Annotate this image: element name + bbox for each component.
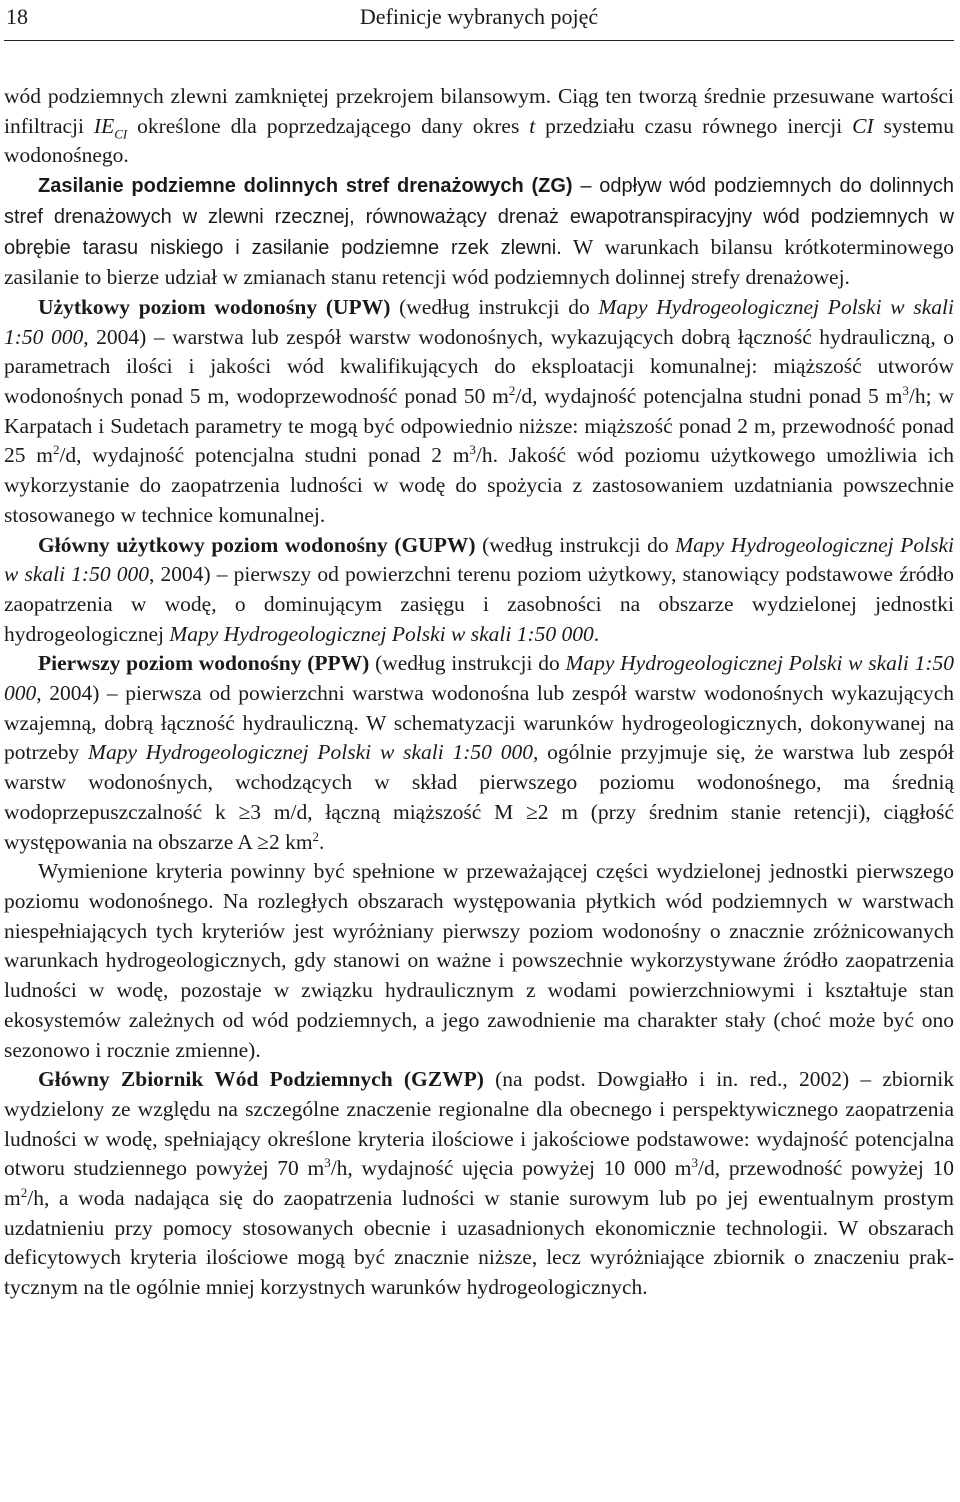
text-run: . xyxy=(593,621,600,646)
term-gupw: Główny użytkowy poziom wodonośny (GUPW) xyxy=(38,532,476,557)
text-run: /h; w Karpatach i Sudetach parametry te mogą być odpowiednio niższe: miąższość ponad 2 m, przewodność ponad 25 m xyxy=(4,384,954,468)
map-reference: Mapy Hydrogeologicznej Polski w skali 1:50 000 xyxy=(4,532,954,587)
variable-ie: IE xyxy=(93,113,115,138)
text-run: przedziału czasu równego inercji xyxy=(535,113,853,138)
superscript: 3 xyxy=(691,1155,699,1171)
superscript: 2 xyxy=(508,382,516,398)
text-run: , 2004) – warstwa lub zespół warstw wodonośnych, wykazujących dobrą łączność hydrauliczną, o parametrach ilości i jakości wód kwalifikujących do eksploatacji komunalnej: miąższość utworów wodonośnych ponad 5 m, wodoprzewodność ponad 50 m xyxy=(4,324,954,409)
text-run: /d, wydajność potencjalna studni ponad 5 m xyxy=(515,384,903,409)
superscript: 2 xyxy=(20,1184,28,1200)
superscript: 3 xyxy=(469,442,476,458)
running-title: Definicje wybranych pojęć xyxy=(359,4,599,29)
text-run: (według instrukcji do xyxy=(390,294,599,319)
text-run: /d, wydajność potencjalna studni ponad 2 m xyxy=(59,443,470,468)
term-upw: Użytkowy poziom wodonośny (UPW) xyxy=(38,294,391,319)
variable-t: t xyxy=(529,113,536,138)
map-reference: Mapy Hydrogeologicznej Polski w skali 1:50 000 xyxy=(88,740,533,765)
text-run: /d, przewodność powyżej 10 m xyxy=(4,1156,954,1211)
text-run: (na podst. Dowgiałło i in. red., 2002) – zbiornik wydzielony ze względu na szczególne znaczenie regionalne dla obecnego i perspektywicznego zaopatrzenia ludności w wodę, spełniający określone kryteria ilościowe i jakościowe podstawowe: wydajność potencjalna otworu studziennego powyżej 70 m xyxy=(4,1067,954,1181)
term-ppw: Pierwszy poziom wodonośny (PPW) xyxy=(38,651,370,676)
text-run: wód podziemnych zlewni zamkniętej przekrojem bilansowym. Ciąg ten tworzą średnie przesuwane wartości infiltracji xyxy=(4,84,954,138)
map-reference: Mapy Hydrogeologicznej Polski w skali 1:50 000 xyxy=(169,621,594,646)
term-zg: Zasilanie podziemne dolinnych stref drenażowych (ZG) xyxy=(38,175,573,198)
text-run: Wymienione kryteria powinny być spełnione w przeważającej części wydzielonej jednostki pierwszego poziomu wodonośnego. Na rozległych obszarach występowania płytkich wód podziemnych w warstwach niespełniających tych kryteriów jest wyróżniany pierwszy poziom wodonośny o znacznie zróżnicowanych warunkach hydrogeologicznych, gdy stanowi on ważne i powszechnie wykorzystywane źródło zaopatrzenia ludności w wodę, pozostaje w związku hydraulicznym z wodami powierzchniowymi i kształtuje stan ekosystemów zależnych od wód podziemnych, a jego zawodnienie ma charakter stały (choć może być ono sezonowo i rocznie zmienne). xyxy=(4,859,954,1062)
page-number: 18 xyxy=(6,4,28,29)
term-gzwp: Główny Zbiornik Wód Podziemnych (GZWP) xyxy=(38,1067,484,1092)
text-run: (według instrukcji do xyxy=(475,532,676,557)
text-run: , ogólnie przyjmuje się, że warstwa lub zespół warstw wodonośnych, wchodzących w skład pierwszego poziomu wodonośnego, ma średnią wodoprzepuszczalność k ≥3 m/d, łączną miąższość M ≥2 m (przy średnim stanie retencji), ciągłość występowania na obszarze A ≥2 km xyxy=(4,740,955,854)
text-run: (według instrukcji do xyxy=(369,651,566,676)
paragraph-criteria xyxy=(4,857,954,1065)
text-run: W warunkach bilansu krótkoterminowego zasilanie to bierze udział w zmianach stanu retencji wód podziemnych dolinnej strefy drenażowej. xyxy=(4,234,955,290)
variable-ci: CI xyxy=(852,113,874,138)
paragraph-ppw xyxy=(4,649,954,857)
subscript-ci: CI xyxy=(114,126,128,141)
superscript: 3 xyxy=(324,1155,331,1171)
paragraph-continuation xyxy=(4,82,954,171)
text-run: , 2004) – pierwsza od powierzchni warstwa wodonośna lub zespół warstw wodonośnych wykazujących wzajemną, dobrą łączność hydrauliczną. W schematyzacji warunków hydrogeologicznych, dokonywanej na potrzeby xyxy=(4,681,954,765)
text-run: /h, wydajność ujęcia powyżej 10 000 m xyxy=(330,1156,692,1181)
text-run: /h. Jakość wód poziomu użytkowego umożliwia ich wykorzystanie do zaopatrzenia ludności w wodę do spożycia z zastosowaniem uzdatniania powszechnie stosowanego w technice komunalnej. xyxy=(4,443,954,527)
map-reference: Mapy Hydrogeologicznej Polski w skali 1:50 000 xyxy=(4,294,955,349)
superscript: 3 xyxy=(902,382,909,398)
paragraph-zg xyxy=(4,171,954,293)
superscript: 2 xyxy=(52,442,60,458)
text-run: . xyxy=(319,829,325,854)
document-body xyxy=(4,82,954,1303)
map-reference: Mapy Hydrogeologicznej Polski w skali 1:50 000 xyxy=(4,651,954,706)
text-run: systemu wodonośnego. xyxy=(4,113,954,168)
page-header xyxy=(4,0,954,41)
text-run: /h, a woda nadająca się do zaopatrzenia ludności w stanie surowym lub po jej ewentualnym prostym uzdatnieniu przy pomocy stosowanych obecnie i uzasadnionych ekonomicznie technologii. W obszarach deficytowych kryteria ilościowe mogą być znacznie niższe, lecz wyróżniające zbiornik o znaczeniu praktycznym na tle ogólnie mniej korzystnych warunków hydrogeologicznych. xyxy=(4,1186,954,1300)
text-run: określone dla poprzedzającego dany okres xyxy=(127,113,530,138)
paragraph-upw xyxy=(4,293,954,531)
text-run: , 2004) – pierwszy od powierzchni terenu poziom użytkowy, stanowiący podstawowe źródło zaopatrzenia w wodę, o dominującym zasięgu i zasobności na obszarze wydzielonej jednostki hydrogeologicznej xyxy=(4,562,955,646)
text-run: – odpływ wód podziemnych do dolinnych stref drenażowych w zlewni rzecznej, równoważący drenaż ewapotranspiracyjny wód podziemnych w obrębie tarasu niskiego i zasilanie podziemne rzek zlewni. xyxy=(4,175,954,259)
paragraph-gzwp xyxy=(4,1065,954,1303)
paragraph-gupw xyxy=(4,531,954,650)
superscript: 2 xyxy=(312,828,320,844)
